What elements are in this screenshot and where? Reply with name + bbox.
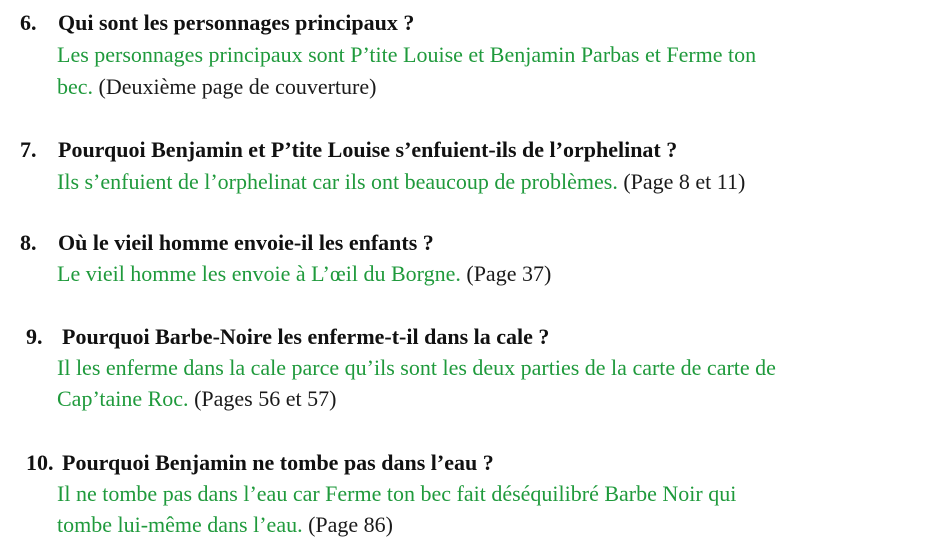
- question-text: Où le vieil homme envoie-il les enfants ?: [58, 230, 434, 255]
- question-10: [26, 450, 494, 476]
- answer-line: [57, 481, 736, 507]
- answer-text: Ils s’enfuient de l’orphelinat car ils ont beaucoup de problèmes.: [57, 169, 618, 194]
- page-reference: (Deuxième page de couverture): [93, 74, 377, 99]
- question-7: [20, 137, 677, 163]
- answer-line: [57, 355, 776, 381]
- question-text: Pourquoi Benjamin et P’tite Louise s’enfuient-ils de l’orphelinat ?: [58, 137, 678, 162]
- answer-line: [57, 512, 393, 538]
- answer-line: [57, 42, 756, 68]
- answer-text: Le vieil homme les envoie à L’œil du Borgne.: [57, 261, 461, 286]
- page-reference: (Pages 56 et 57): [188, 386, 337, 411]
- question-number: 9.: [26, 324, 43, 349]
- page-reference: (Page 86): [302, 512, 394, 537]
- answer-text: Il ne tombe pas dans l’eau car Ferme ton bec fait déséquilibré Barbe Noir qui: [57, 481, 737, 506]
- answer-text: Les personnages principaux sont P’tite Louise et Benjamin Parbas et Ferme ton: [57, 42, 757, 67]
- page-reference: (Page 8 et 11): [617, 169, 746, 194]
- question-9: [26, 324, 549, 350]
- answer-line: [57, 386, 336, 412]
- question-number: 6.: [20, 10, 37, 35]
- question-text: Pourquoi Barbe-Noire les enferme-t-il dans la cale ?: [62, 324, 550, 349]
- question-8: [20, 230, 434, 256]
- answer-text: bec.: [57, 74, 94, 99]
- question-number: 10.: [26, 450, 54, 475]
- page-reference: (Page 37): [460, 261, 552, 286]
- question-text: Qui sont les personnages principaux ?: [58, 10, 415, 35]
- question-number: 7.: [20, 137, 37, 162]
- answer-line: [57, 169, 745, 195]
- answer-line: [57, 74, 376, 100]
- answer-text: Cap’taine Roc.: [57, 386, 189, 411]
- answer-line: [57, 261, 551, 287]
- answer-text: Il les enferme dans la cale parce qu’ils sont les deux parties de la carte de carte de: [57, 355, 776, 380]
- question-number: 8.: [20, 230, 37, 255]
- answer-text: tombe lui-même dans l’eau.: [57, 512, 303, 537]
- question-6: [20, 10, 414, 36]
- question-text: Pourquoi Benjamin ne tombe pas dans l’eau ?: [62, 450, 494, 475]
